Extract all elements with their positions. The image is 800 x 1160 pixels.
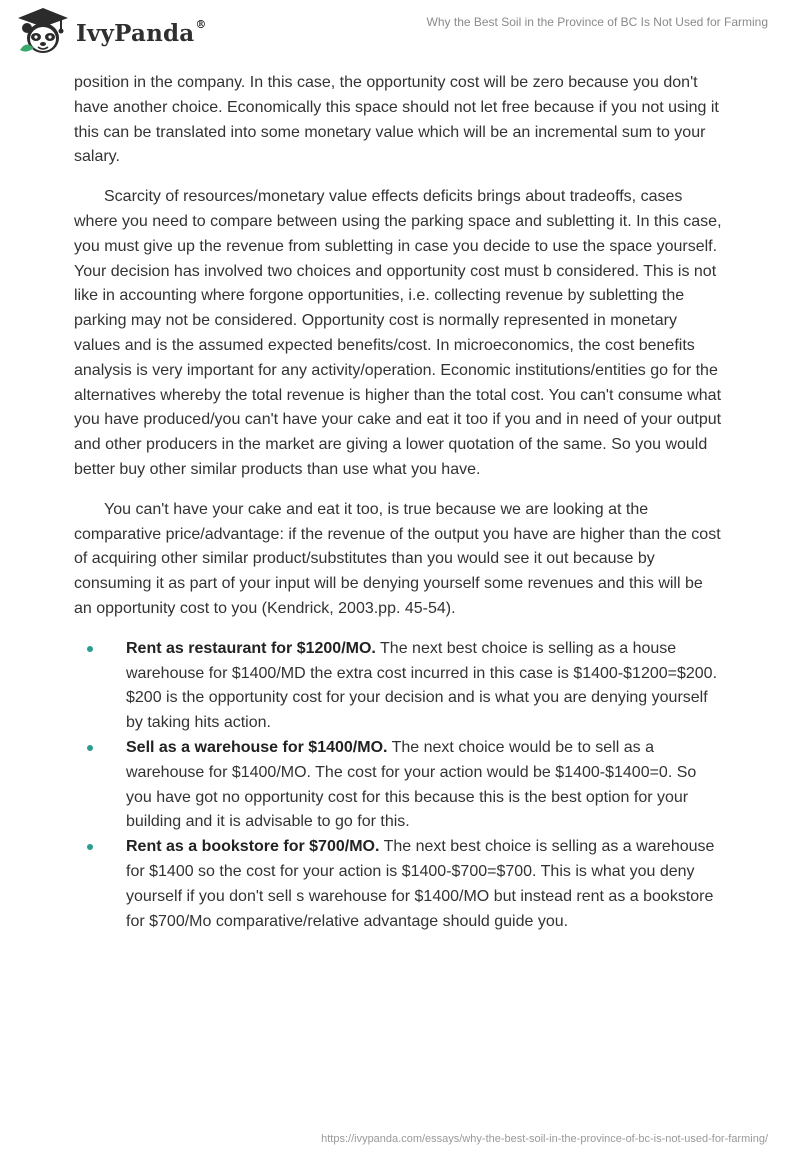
panda-graduate-icon [16,6,70,56]
page-header [0,0,800,70]
option-text: The next choice would be to sell as a warehouse for $1400/MO. The cost for your action would be $1400-$1400=0. So you have got no opportunity cost for this because this is the best option for your building and it is advisable to go for this. [126,738,697,831]
option-text: The next best choice is selling as a house warehouse for $1400/MD the extra cost incurred in this case is $1400-$1200=$200. $200 is the opportunity cost for your decision and is what you are denying yourself by taking hits action. [126,639,718,732]
option-title: Rent as a bookstore for $700/MO. [126,838,380,856]
option-text: The next best choice is selling as a warehouse for $1400 so the cost for your action is $1400-$700=$700. This is what you deny yourself if you don't sell s warehouse for $1400/MO but instead rent as a bookstore for $700/Mo comparative/relative advantage should guide you. [126,838,715,930]
paragraph: position in the company. In this case, the opportunity cost will be zero because you don't have another choice. Economically this space should not let free because if you not using it this can be translated into some monetary value which will be an incremental sum to your salary. [74,74,719,166]
paragraph: Scarcity of resources/monetary value effects deficits brings about tradeoffs, cases where you need to compare between using the parking space and subletting it. In this case, you must give up the revenue from subletting in case you decide to use the space yourself. Your decision has involved two choices and opportunity cost must b considered. This is not like in accounting where forgone opportunities, i.e. collecting revenue by subletting the parking may not be considered. Opportunity cost is normally represented in monetary values and is the assumed expected benefits/cost. In microeconomics, the cost benefits analysis is very important for any activity/operation. Economic institutions/entities go for the alternatives whereby the total revenue is higher than the total cost. You can't consume what you have produced/you can't have your cake and eat it too if you and in need of your output and other producers in the market are giving a lower quotation of the same. So you would better buy other similar products than use what you have. [74,188,722,478]
option-title: Sell as a warehouse for $1400/MO. [126,738,388,756]
list-item [74,736,724,835]
paragraph: You can't have your cake and eat it too, is true because we are looking at the comparative price/advantage: if the revenue of the output you have are higher than the cost of acquiring other similar product/substitutes than you would see it out because by consuming it as part of your input will be denying yourself some revenues and this will be an opportunity cost to you (Kendrick, 2003.pp. 45-54). [74,500,721,617]
bullet-icon [87,745,93,751]
brand-name: IvyPanda® [76,17,207,47]
source-url-link[interactable]: https://ivypanda.com/essays/why-the-best-soil-in-the-province-of-bc-is-not-used-for-farming/ [321,1133,768,1145]
options-list [74,637,724,935]
bullet-icon [87,844,93,850]
bullet-icon [87,646,93,652]
list-item [74,835,724,934]
essay-body [74,71,724,934]
document-title: Why the Best Soil in the Province of BC Is Not Used for Farming [426,15,768,29]
ivypanda-logo[interactable] [16,6,207,56]
option-title: Rent as restaurant for $1200/MO. [126,639,376,657]
list-item [74,637,724,736]
